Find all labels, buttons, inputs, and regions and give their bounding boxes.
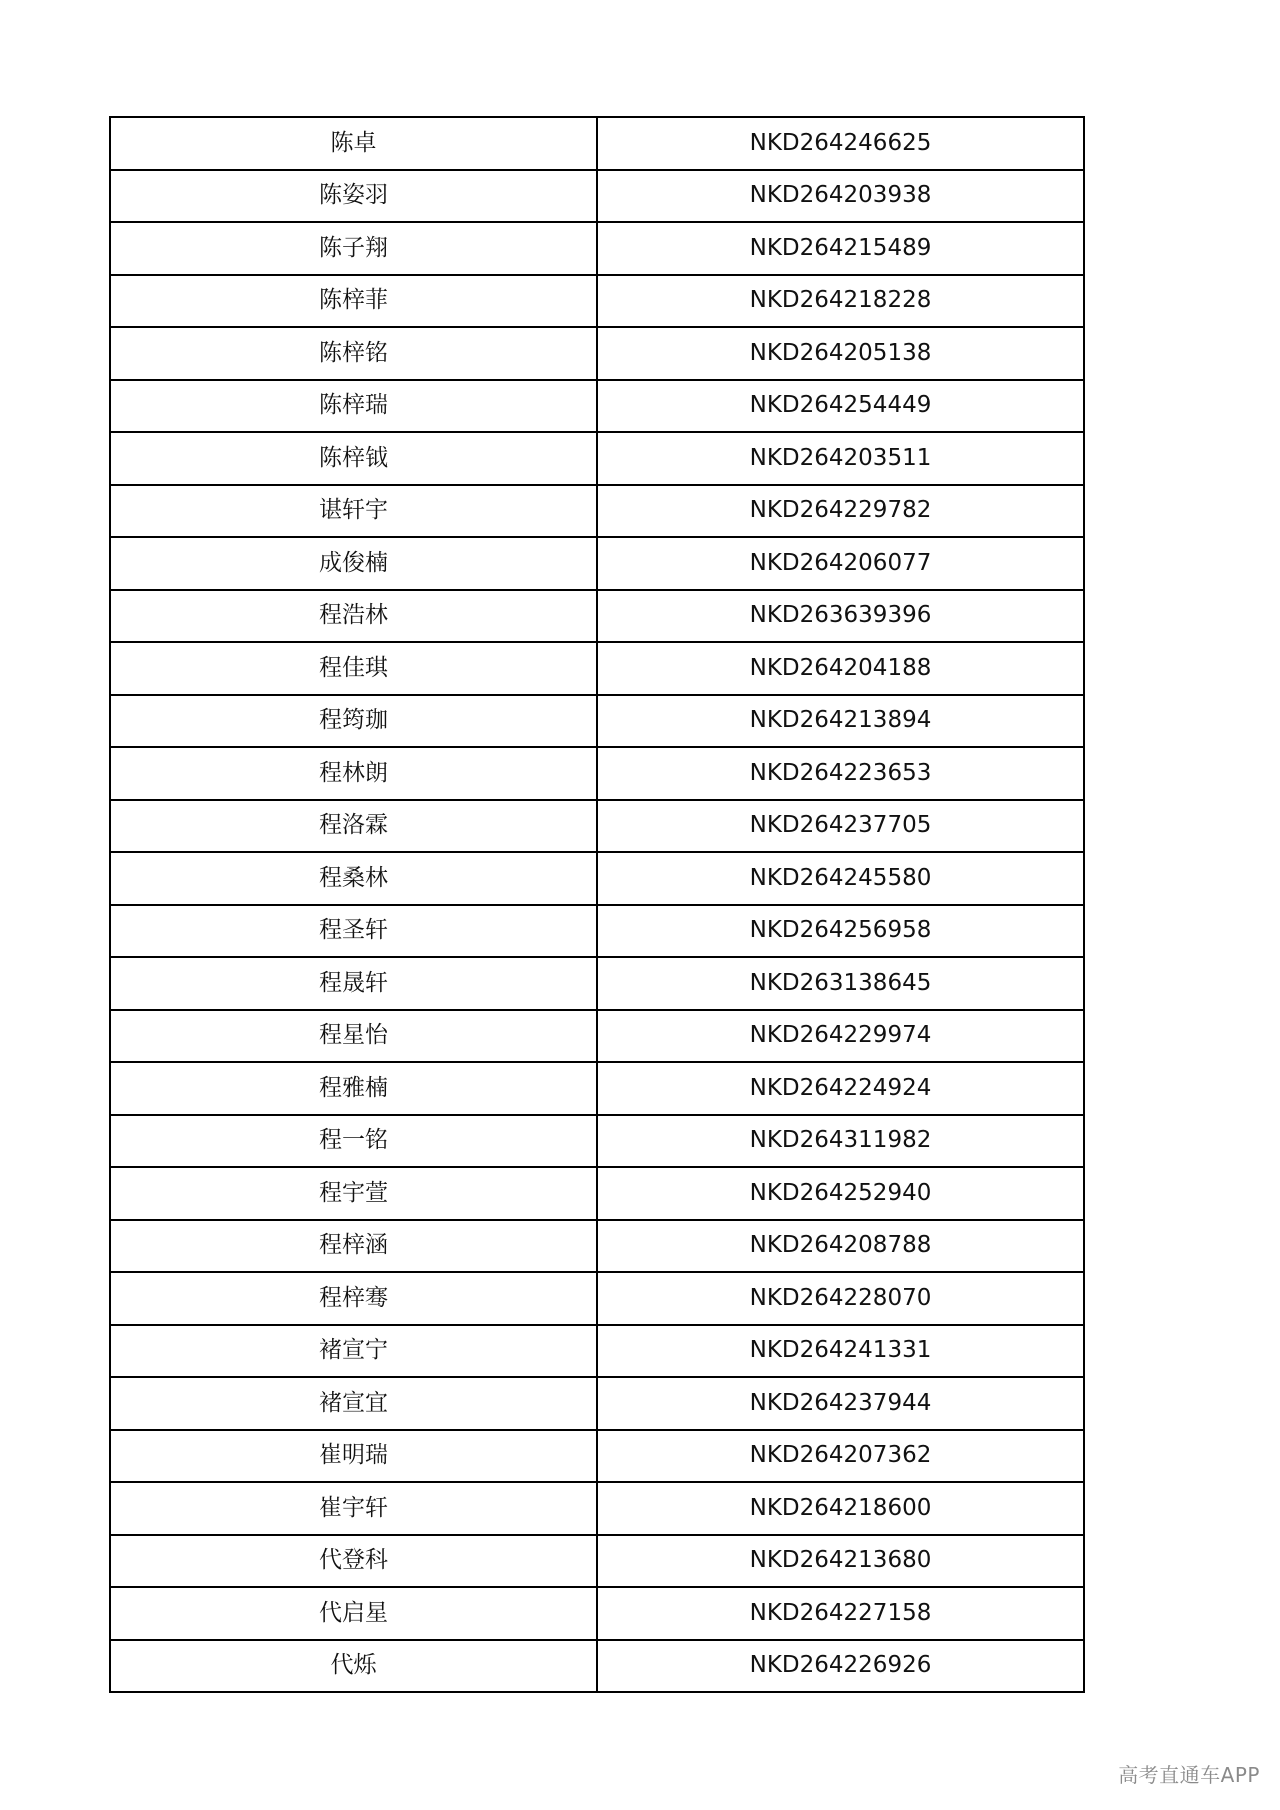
id-cell: NKD264218228	[597, 275, 1084, 328]
id-cell: NKD264245580	[597, 852, 1084, 905]
id-cell: NKD264256958	[597, 905, 1084, 958]
table-row	[110, 800, 1084, 853]
name-cell: 程一铭	[110, 1115, 597, 1168]
id-cell: NKD264203511	[597, 432, 1084, 485]
roster-table	[109, 116, 1085, 1693]
id-cell: NKD263639396	[597, 590, 1084, 643]
name-cell: 陈梓钺	[110, 432, 597, 485]
name-cell: 程雅楠	[110, 1062, 597, 1115]
id-cell: NKD264213894	[597, 695, 1084, 748]
table-row	[110, 1377, 1084, 1430]
table-row	[110, 1220, 1084, 1273]
name-cell: 成俊楠	[110, 537, 597, 590]
name-cell: 陈梓铭	[110, 327, 597, 380]
table-row	[110, 222, 1084, 275]
table-row	[110, 747, 1084, 800]
id-cell: NKD264205138	[597, 327, 1084, 380]
name-cell: 谌轩宇	[110, 485, 597, 538]
table-row	[110, 1587, 1084, 1640]
name-cell: 程桑林	[110, 852, 597, 905]
name-cell: 褚宣宜	[110, 1377, 597, 1430]
id-cell: NKD264215489	[597, 222, 1084, 275]
table-row	[110, 327, 1084, 380]
id-cell: NKD264208788	[597, 1220, 1084, 1273]
id-cell: NKD264227158	[597, 1587, 1084, 1640]
table-row	[110, 1535, 1084, 1588]
name-cell: 褚宣宁	[110, 1325, 597, 1378]
table-row	[110, 1482, 1084, 1535]
table-row	[110, 1010, 1084, 1063]
id-cell: NKD264229782	[597, 485, 1084, 538]
id-cell: NKD264206077	[597, 537, 1084, 590]
name-cell: 程圣轩	[110, 905, 597, 958]
id-cell: NKD264218600	[597, 1482, 1084, 1535]
name-cell: 程梓涵	[110, 1220, 597, 1273]
id-cell: NKD264241331	[597, 1325, 1084, 1378]
table-row	[110, 485, 1084, 538]
name-cell: 陈卓	[110, 117, 597, 170]
name-cell: 程林朗	[110, 747, 597, 800]
table-row	[110, 852, 1084, 905]
watermark-text: 高考直通车APP	[1118, 1763, 1260, 1787]
table-row	[110, 117, 1084, 170]
table-row	[110, 1325, 1084, 1378]
name-cell: 陈姿羽	[110, 170, 597, 223]
name-cell: 代启星	[110, 1587, 597, 1640]
name-cell: 程梓骞	[110, 1272, 597, 1325]
name-cell: 代登科	[110, 1535, 597, 1588]
id-cell: NKD264224924	[597, 1062, 1084, 1115]
id-cell: NKD264311982	[597, 1115, 1084, 1168]
name-cell: 陈子翔	[110, 222, 597, 275]
table-row	[110, 590, 1084, 643]
id-cell: NKD264229974	[597, 1010, 1084, 1063]
id-cell: NKD264252940	[597, 1167, 1084, 1220]
name-cell: 崔宇轩	[110, 1482, 597, 1535]
table-row	[110, 642, 1084, 695]
id-cell: NKD263138645	[597, 957, 1084, 1010]
id-cell: NKD264226926	[597, 1640, 1084, 1693]
id-cell: NKD264237944	[597, 1377, 1084, 1430]
table-row	[110, 1167, 1084, 1220]
name-cell: 代烁	[110, 1640, 597, 1693]
table-row	[110, 1640, 1084, 1693]
name-cell: 崔明瑞	[110, 1430, 597, 1483]
id-cell: NKD264207362	[597, 1430, 1084, 1483]
name-cell: 程筠珈	[110, 695, 597, 748]
table-row	[110, 1430, 1084, 1483]
name-cell: 陈梓菲	[110, 275, 597, 328]
name-cell: 程晟轩	[110, 957, 597, 1010]
table-row	[110, 432, 1084, 485]
name-cell: 程浩林	[110, 590, 597, 643]
table-row	[110, 537, 1084, 590]
table-row	[110, 1062, 1084, 1115]
table-row	[110, 275, 1084, 328]
name-cell: 程洛霖	[110, 800, 597, 853]
id-cell: NKD264204188	[597, 642, 1084, 695]
name-cell: 程佳琪	[110, 642, 597, 695]
table-row	[110, 170, 1084, 223]
name-cell: 程星怡	[110, 1010, 597, 1063]
id-cell: NKD264228070	[597, 1272, 1084, 1325]
id-cell: NKD264213680	[597, 1535, 1084, 1588]
id-cell: NKD264254449	[597, 380, 1084, 433]
table-row	[110, 1272, 1084, 1325]
id-cell: NKD264246625	[597, 117, 1084, 170]
id-cell: NKD264203938	[597, 170, 1084, 223]
id-cell: NKD264237705	[597, 800, 1084, 853]
table-row	[110, 380, 1084, 433]
table-row	[110, 957, 1084, 1010]
table-row	[110, 905, 1084, 958]
table-row	[110, 695, 1084, 748]
name-cell: 陈梓瑞	[110, 380, 597, 433]
table-row	[110, 1115, 1084, 1168]
name-cell: 程宇萱	[110, 1167, 597, 1220]
id-cell: NKD264223653	[597, 747, 1084, 800]
